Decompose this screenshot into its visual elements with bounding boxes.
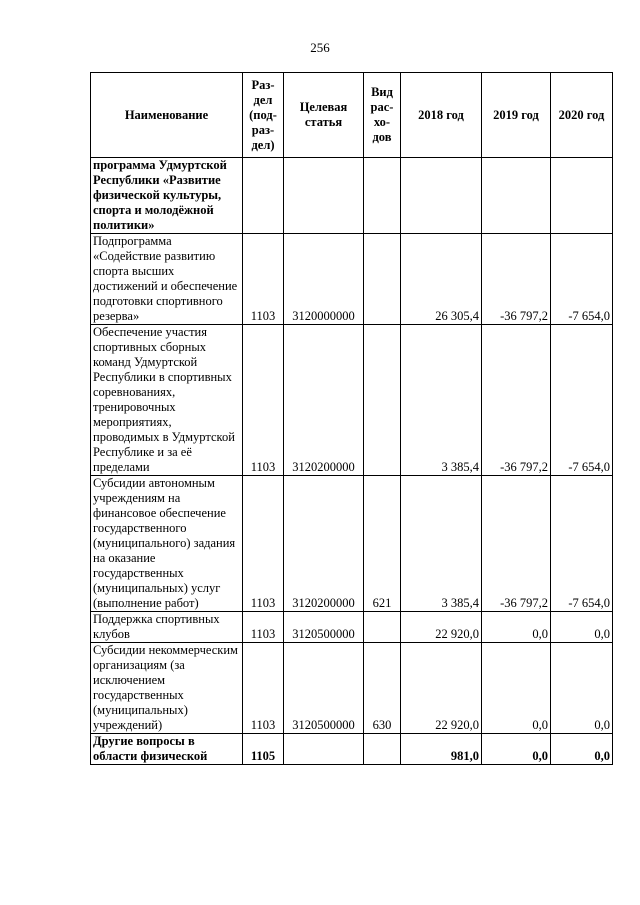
row-2019: 0,0 [482, 612, 551, 643]
table-row [91, 643, 613, 734]
header-2018: 2018 год [401, 73, 482, 158]
header-2019: 2019 год [482, 73, 551, 158]
page-number: 256 [310, 40, 330, 55]
table-row [91, 734, 613, 765]
row-name: Другие вопросы в области физической [91, 734, 243, 765]
table-row [91, 234, 613, 325]
row-2020: -7 654,0 [551, 325, 613, 476]
table-row [91, 158, 613, 234]
row-2020 [551, 158, 613, 234]
row-2019: -36 797,2 [482, 325, 551, 476]
header-name: Наименование [91, 73, 243, 158]
header-section: Раз- дел (под- раз- дел) [243, 73, 284, 158]
row-target: 3120200000 [284, 325, 364, 476]
header-expense: Вид рас- хо- дов [364, 73, 401, 158]
header-2020: 2020 год [551, 73, 613, 158]
row-name: Подпрограмма «Содействие развитию спорта высших достижений и обеспечение подготовки спортивного резерва» [91, 234, 243, 325]
row-name: Субсидии автономным учреждениям на финансовое обеспечение государственного (муниципального) задания на оказание государственных (муниципальных) услуг (выполнение работ) [91, 476, 243, 612]
row-target [284, 158, 364, 234]
row-expense [364, 612, 401, 643]
row-section: 1103 [243, 476, 284, 612]
row-target: 3120500000 [284, 643, 364, 734]
row-section: 1105 [243, 734, 284, 765]
row-2019: 0,0 [482, 643, 551, 734]
row-2019: 0,0 [482, 734, 551, 765]
table-row [91, 476, 613, 612]
row-name: Поддержка спортивных клубов [91, 612, 243, 643]
row-expense [364, 325, 401, 476]
row-2019: -36 797,2 [482, 476, 551, 612]
budget-table [90, 72, 613, 765]
table-row [91, 612, 613, 643]
row-2019 [482, 158, 551, 234]
row-target: 3120500000 [284, 612, 364, 643]
row-2018: 3 385,4 [401, 325, 482, 476]
row-expense [364, 734, 401, 765]
row-target: 3120200000 [284, 476, 364, 612]
row-name: программа Удмуртской Республики «Развитие физической культуры, спорта и молодёжной политики» [91, 158, 243, 234]
row-name: Субсидии некоммерческим организациям (за исключением государственных (муниципальных) учреждений) [91, 643, 243, 734]
row-2018: 981,0 [401, 734, 482, 765]
row-2020: -7 654,0 [551, 234, 613, 325]
row-section: 1103 [243, 643, 284, 734]
row-name: Обеспечение участия спортивных сборных команд Удмуртской Республики в спортивных соревнованиях, тренировочных мероприятиях, проводимых в Удмуртской Республике и за её пределами [91, 325, 243, 476]
row-2020: -7 654,0 [551, 476, 613, 612]
row-2018: 22 920,0 [401, 612, 482, 643]
row-2020: 0,0 [551, 643, 613, 734]
row-2018: 3 385,4 [401, 476, 482, 612]
table-row [91, 325, 613, 476]
row-section [243, 158, 284, 234]
row-section: 1103 [243, 234, 284, 325]
row-target [284, 734, 364, 765]
row-expense: 630 [364, 643, 401, 734]
row-2020: 0,0 [551, 734, 613, 765]
row-section: 1103 [243, 612, 284, 643]
row-expense [364, 158, 401, 234]
row-expense [364, 234, 401, 325]
row-expense: 621 [364, 476, 401, 612]
row-2018: 22 920,0 [401, 643, 482, 734]
row-target: 3120000000 [284, 234, 364, 325]
header-target: Целевая статья [284, 73, 364, 158]
row-2018 [401, 158, 482, 234]
row-2018: 26 305,4 [401, 234, 482, 325]
row-2020: 0,0 [551, 612, 613, 643]
row-2019: -36 797,2 [482, 234, 551, 325]
header-row [91, 73, 613, 158]
row-section: 1103 [243, 325, 284, 476]
